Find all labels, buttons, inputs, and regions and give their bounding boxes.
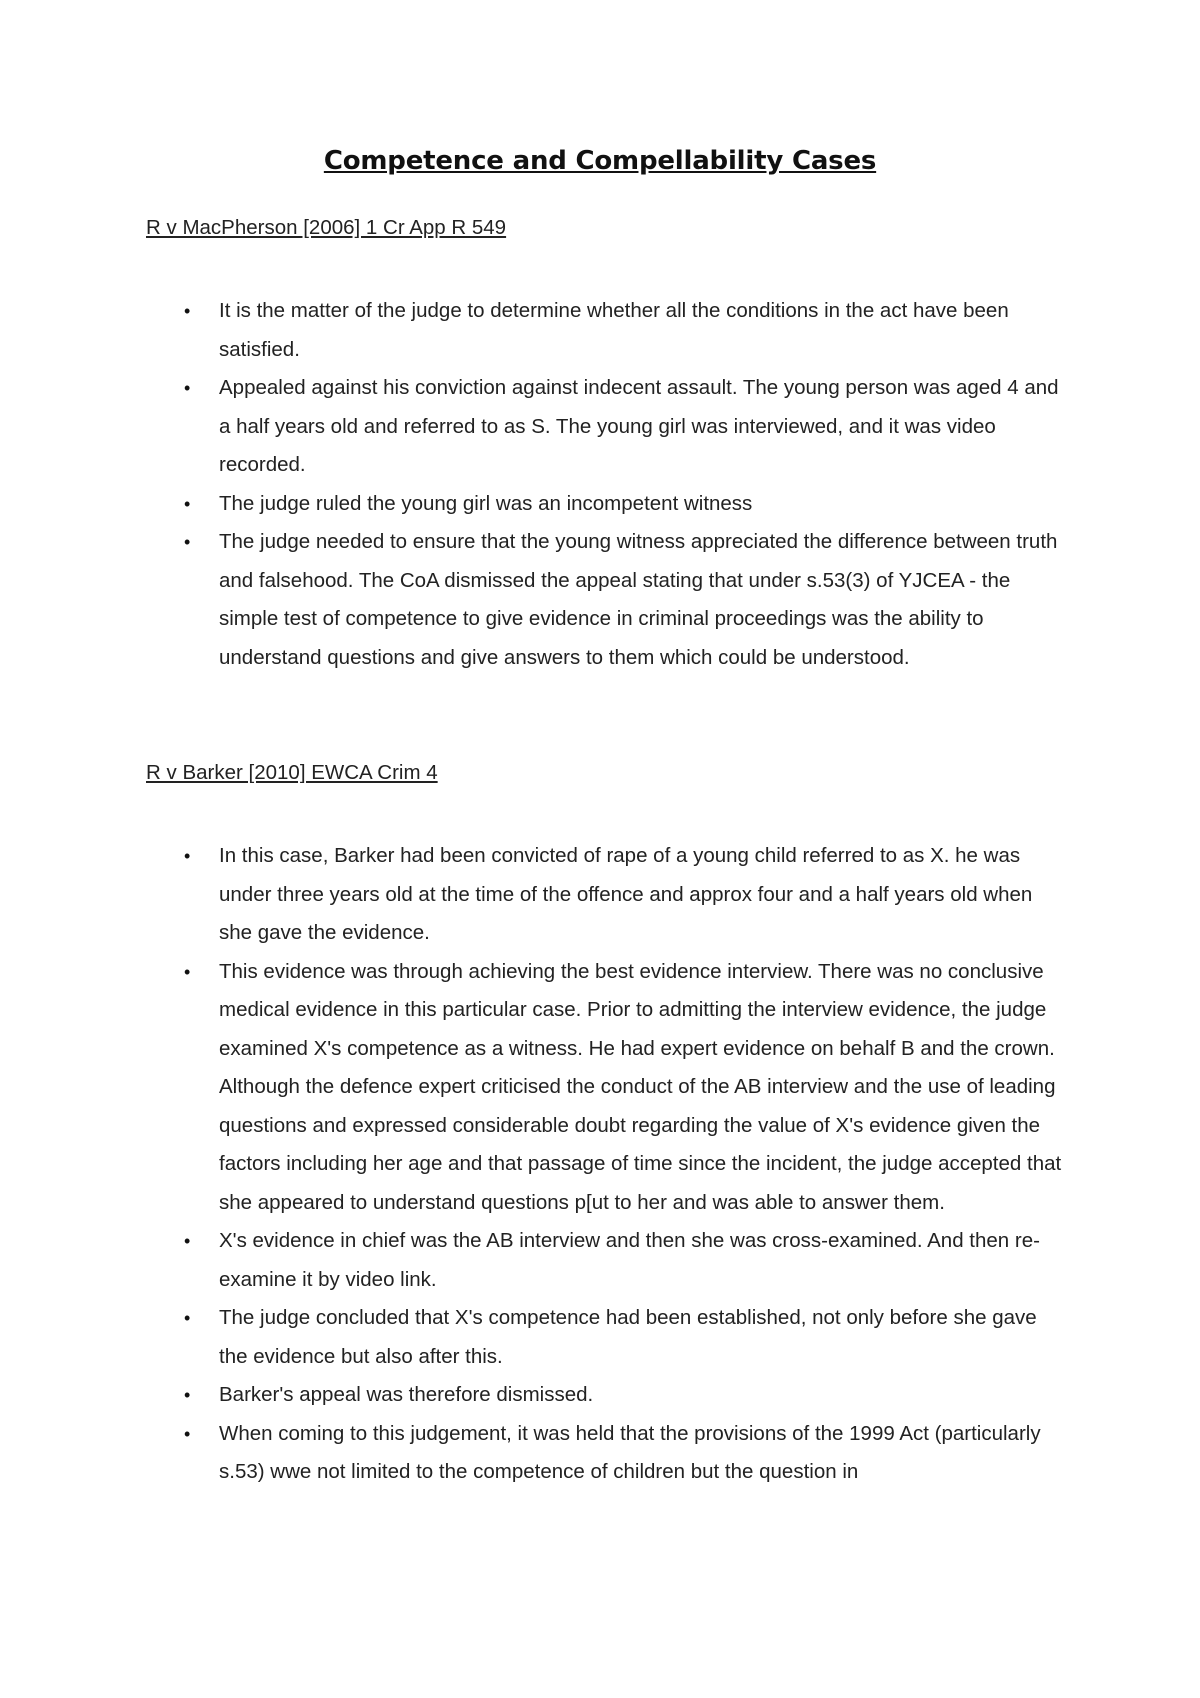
page-title: Competence and Compellability Cases <box>323 146 877 176</box>
bullet-icon: • <box>184 493 191 514</box>
list-item-text: This evidence was through achieving the best evidence interview. There was no conclusive medical evidence in this particular case. Prior to admitting the interview evidence, the judge examined X's competence as a witness. He had expert evidence on behalf B and the crown. Although the defence expert criticised the conduct of the AB interview and the use of leading questions and expressed considerable doubt regarding the value of X's evidence given the factors including her age and that passage of time since the incident, the judge accepted that she appeared to understand questions p[ut to her and was able to answer them. <box>219 959 1062 1214</box>
bullet-icon: • <box>184 1308 191 1328</box>
bullet-list-barker <box>0 837 1200 1492</box>
list-item <box>0 1222 1069 1299</box>
case-heading-barker: R v Barker [2010] EWCA Crim 4 <box>146 761 438 784</box>
list-item-text: Appealed against his conviction against indecent assault. The young person was aged 4 and a half years old and referred to as S. The young girl was interviewed, and it was video recorded. <box>219 376 1059 476</box>
list-item-text: In this case, Barker had been convicted of rape of a young child referred to as X. he was under three years old at the time of the offence and approx four and a half years old when she gave the evidence. <box>219 844 1033 944</box>
list-item-text: When coming to this judgement, it was held that the provisions of the 1999 Act (particularly s.53) wwe not limited to the competence of children but the question in <box>219 1421 1041 1483</box>
list-item-text: It is the matter of the judge to determine whether all the conditions in the act have been satisfied. <box>219 299 1009 361</box>
list-item <box>0 292 1069 369</box>
bullet-list-macpherson <box>0 292 1200 677</box>
case-heading-macpherson: R v MacPherson [2006] 1 Cr App R 549 <box>146 216 507 239</box>
list-item <box>0 1415 1069 1492</box>
list-item-text: The judge ruled the young girl was an incompetent witness <box>219 491 753 515</box>
bullet-icon: • <box>184 1423 191 1444</box>
bullet-icon: • <box>184 532 191 552</box>
list-item <box>0 953 1069 1223</box>
list-item <box>0 523 1069 677</box>
bullet-icon: • <box>184 1231 191 1251</box>
list-item <box>0 837 1069 953</box>
bullet-icon: • <box>184 961 191 982</box>
list-item <box>0 1299 1069 1376</box>
bullet-icon: • <box>184 846 191 866</box>
list-item-text: X's evidence in chief was the AB interview and then she was cross-examined. And then re-examine it by video link. <box>219 1229 1040 1291</box>
list-item <box>0 369 1069 485</box>
bullet-icon: • <box>184 378 191 398</box>
list-item-text: The judge needed to ensure that the young witness appreciated the difference between truth and falsehood. The CoA dismissed the appeal stating that under s.53(3) of YJCEA - the simple test of competence to give evidence in criminal proceedings was the ability to understand questions and give answers to them which could be understood. <box>219 530 1058 669</box>
list-item <box>0 485 1069 524</box>
bullet-icon: • <box>184 301 191 321</box>
bullet-icon: • <box>184 1385 191 1405</box>
list-item <box>0 1376 1069 1415</box>
list-item-text: Barker's appeal was therefore dismissed. <box>219 1383 594 1406</box>
list-item-text: The judge concluded that X's competence had been established, not only before she gave the evidence but also after this. <box>219 1306 1037 1368</box>
